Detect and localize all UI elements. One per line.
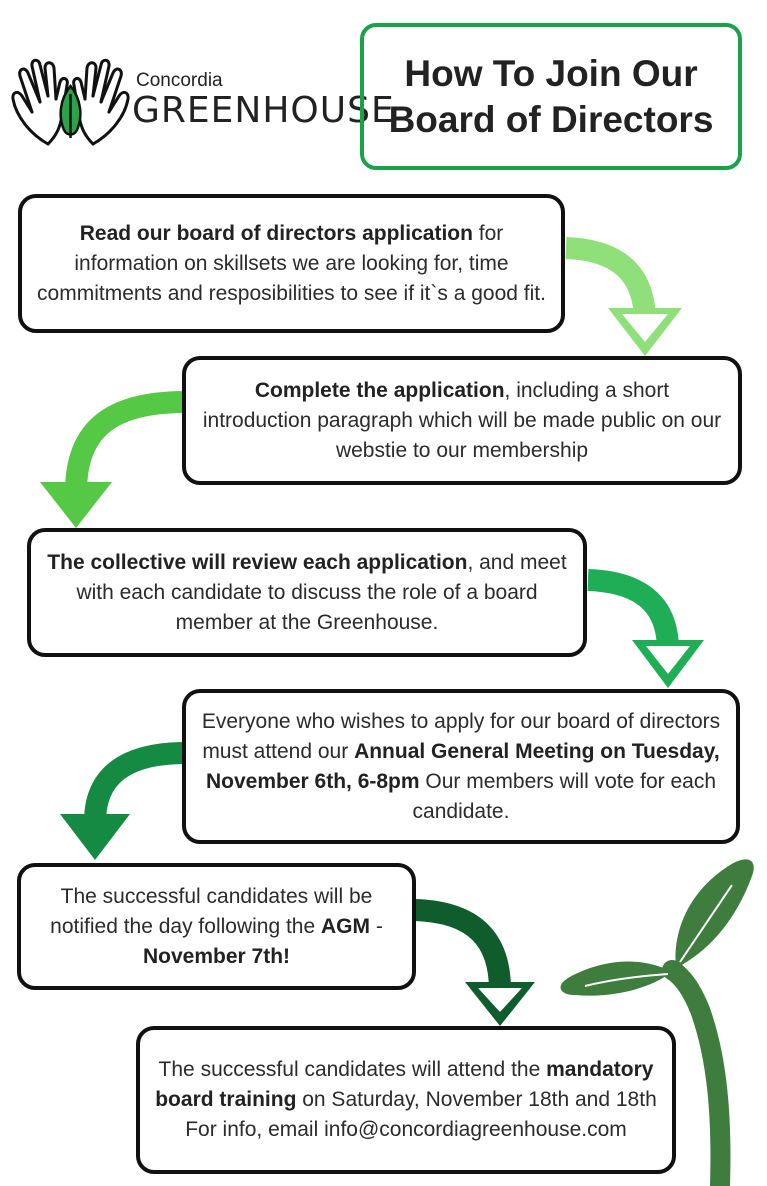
arrow-4-icon (60, 753, 186, 860)
step-2-box (182, 356, 742, 485)
step-3-text (45, 548, 569, 638)
arrow-5-icon (415, 910, 535, 1026)
step-5-text (29, 882, 404, 972)
step-5-bold-2: November 7th! (142, 944, 291, 968)
arrow-2-icon (40, 402, 185, 528)
title-line-2: Board of Directors (388, 98, 714, 140)
step-2-rest: , including a short introduction paragraph which will be made public on our webstie to our membership (202, 378, 722, 462)
step-2-text (200, 376, 724, 466)
step-5-mid: - (370, 914, 383, 938)
logo-text-greenhouse: GREENHOUSE (132, 90, 395, 131)
step-4-bold: Annual General Meeting on Tuesday, November 6th, 6-8pm (206, 739, 720, 793)
logo-text-concordia: Concordia (136, 70, 223, 91)
step-6-bold: mandatory board training (155, 1058, 654, 1111)
step-6-box (136, 1026, 676, 1174)
step-5-pre: The successful candidates will be notified the day following the (50, 884, 373, 938)
step-6-email-line: For info, email info@concordiagreenhouse.com (185, 1118, 627, 1141)
step-3-bold: The collective will review each application (47, 550, 468, 574)
step-4-rest: Our members will vote for each candidate. (412, 769, 716, 823)
step-1-box (18, 194, 565, 333)
step-6-pre: The successful candidates will attend the (158, 1058, 547, 1081)
arrow-3-icon (588, 580, 704, 688)
title-line-1: How To Join Our (404, 52, 698, 94)
step-4-box (182, 689, 740, 844)
step-1-rest: for information on skillsets we are looking for, time commitments and resposibilities to see if it`s a good fit. (37, 221, 546, 305)
step-1-bold: Read our board of directors application (79, 221, 473, 245)
step-6-text (150, 1055, 662, 1145)
arrow-1-icon (566, 248, 682, 356)
step-3-rest: , and meet with each candidate to discuss the role of a board member at the Greenhouse. (76, 550, 567, 634)
step-4-pre: Everyone who wishes to apply for our board of directors must attend our (201, 709, 721, 763)
step-1-text (36, 219, 547, 309)
step-3-box (27, 528, 587, 657)
step-6-rest: on Saturday, November 18th and 18th (296, 1088, 657, 1111)
step-5-box (17, 863, 416, 990)
step-2-bold: Complete the application (254, 378, 505, 402)
step-5-bold: AGM (321, 914, 371, 938)
step-4-text (200, 707, 722, 827)
